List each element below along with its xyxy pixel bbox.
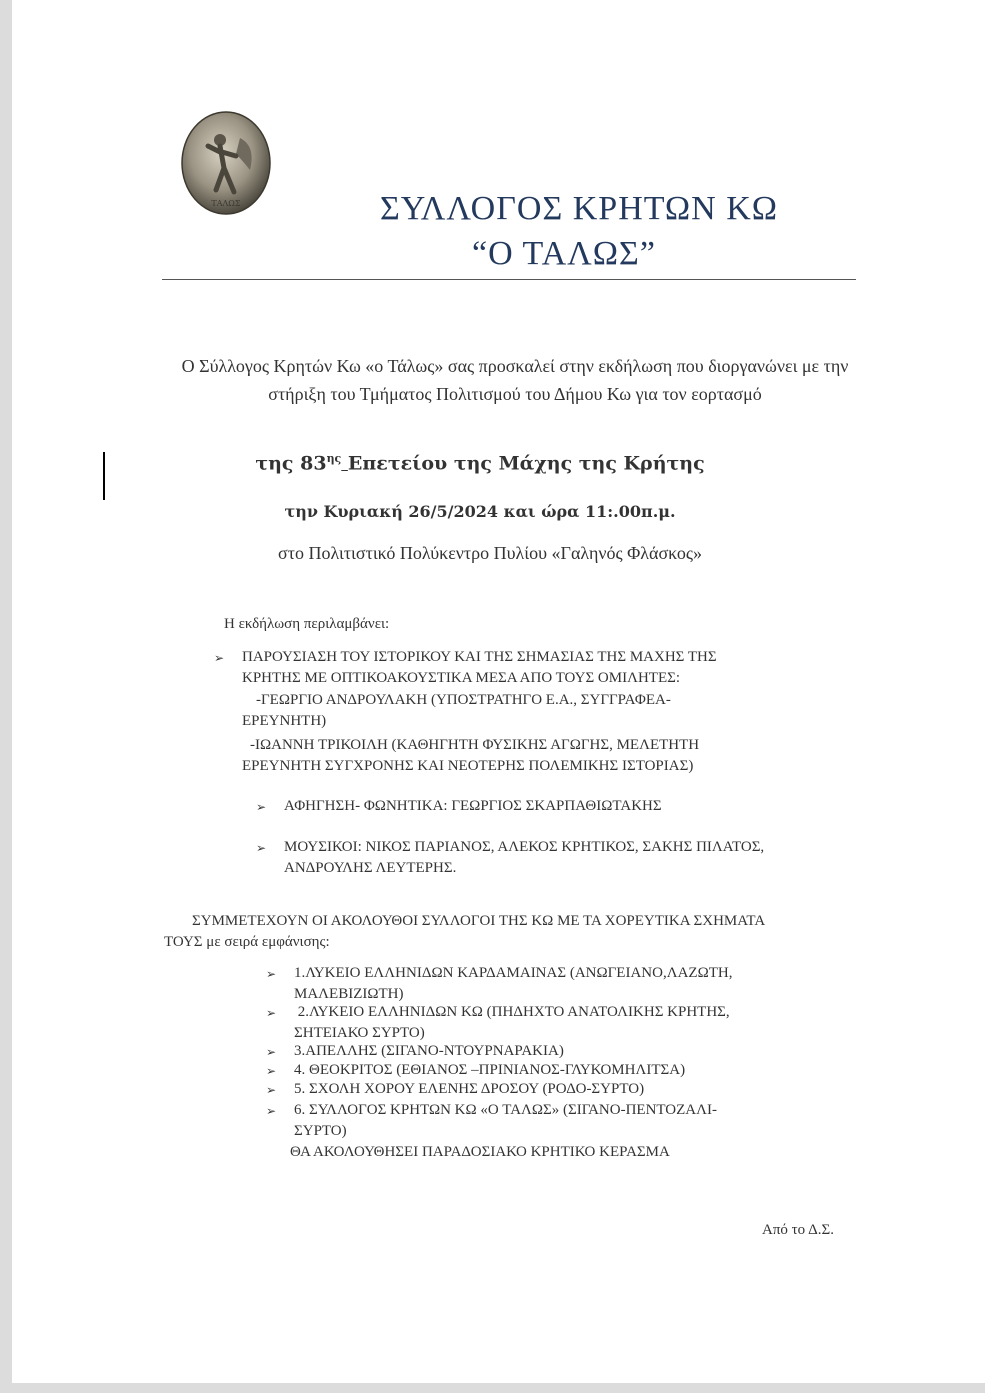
organization-name: ΣΥΛΛΟΓΟΣ ΚΡΗΤΩΝ ΚΩ bbox=[380, 190, 779, 227]
group-item bbox=[294, 1002, 814, 1044]
program-item-presentation bbox=[242, 647, 807, 689]
event-date-time: την Κυριακή 26/5/2024 και ώρα 11:.00π.μ. bbox=[284, 502, 676, 521]
group-4-line-1: 4. ΘΕΟΚΡΙΤΟΣ (ΕΘΙΑΝΟΣ –ΠΡΙΝΙΑΝΟΣ-ΓΛΥΚΟΜΗΛΙΤΣΑ) bbox=[294, 1062, 686, 1078]
headline-prefix: της 83 bbox=[255, 452, 327, 475]
coin-inscription: ΤΑΛΩΣ bbox=[211, 199, 241, 208]
program-item-narration: ΑΦΗΓΗΣΗ- ΦΩΝΗΤΙΚΑ: ΓΕΩΡΓΙΟΣ ΣΚΑΡΠΑΘΙΩΤΑΚΗΣ bbox=[284, 798, 662, 814]
bullet-arrow-icon: ➢ bbox=[266, 967, 277, 981]
presentation-line-1: ΠΑΡΟΥΣΙΑΣΗ ΤΟΥ ΙΣΤΟΡΙΚΟΥ ΚΑΙ ΤΗΣ ΣΗΜΑΣΙΑΣ ΤΗΣ ΜΑΧΗΣ ΤΗΣ bbox=[242, 649, 717, 665]
speaker-2-line-2: ΕΡΕΥΝΗΤΗ ΣΥΓΧΡΟΝΗΣ ΚΑΙ ΝΕΟΤΕΡΗΣ ΠΟΛΕΜΙΚΗΣ ΙΣΤΟΡΙΑΣ) bbox=[242, 758, 694, 774]
bullet-arrow-icon: ➢ bbox=[256, 841, 267, 855]
bullet-arrow-icon: ➢ bbox=[214, 651, 225, 665]
event-headline bbox=[100, 452, 860, 474]
speaker-1 bbox=[242, 690, 807, 732]
group-item bbox=[294, 1100, 814, 1142]
header-divider bbox=[162, 279, 856, 280]
bullet-arrow-icon: ➢ bbox=[266, 1006, 277, 1020]
group-item bbox=[294, 1079, 644, 1100]
invitation-intro: Ο Σύλλογος Κρητών Κω «ο Τάλως» σας προσκαλεί στην εκδήλωση που διοργανώνει με την στήριξη του Τμήματος Πολιτισμού του Δήμου Κω για τον εορτασμό bbox=[181, 356, 849, 404]
group-6-line-2: ΣΥΡΤΟ) bbox=[294, 1123, 347, 1139]
musicians-line-1: ΜΟΥΣΙΚΟΙ: ΝΙΚΟΣ ΠΑΡΙΑΝΟΣ, ΑΛΕΚΟΣ ΚΡΗΤΙΚΟΣ, ΣΑΚΗΣ ΠΙΛΑΤΟΣ, bbox=[284, 839, 765, 855]
group-3-line-1: 3.ΑΠΕΛΛΗΣ (ΣΙΓΑΝΟ-ΝΤΟΥΡΝΑΡΑΚΙΑ) bbox=[294, 1043, 564, 1059]
participants-intro-line-1: ΣΥΜΜΕΤΕΧΟΥΝ ΟΙ ΑΚΟΛΟΥΘΟΙ ΣΥΛΛΟΓΟΙ ΤΗΣ ΚΩ ΜΕ ΤΑ ΧΟΡΕΥΤΙΚΑ ΣΧΗΜΑΤΑ bbox=[192, 913, 766, 929]
headline-rest: Επετείου της Μάχης της Κρήτης bbox=[347, 452, 705, 475]
speaker-2 bbox=[242, 735, 807, 777]
speaker-1-line-2: ΕΡΕΥΝΗΤΗ) bbox=[242, 713, 327, 729]
speaker-1-line-1: -ΓΕΩΡΓΙΟ ΑΝΔΡΟΥΛΑΚΗ (ΥΠΟΣΤΡΑΤΗΓΟ Ε.Α., ΣΥΓΓΡΑΦΕΑ- bbox=[256, 692, 671, 708]
presentation-line-2: ΚΡΗΤΗΣ ΜΕ ΟΠΤΙΚΟΑΚΟΥΣΤΙΚΑ ΜΕΣΑ ΑΠΟ ΤΟΥΣ ΟΜΙΛΗΤΕΣ: bbox=[242, 670, 681, 686]
bullet-arrow-icon: ➢ bbox=[266, 1104, 277, 1118]
speaker-2-line-1: -ΙΩΑΝΝΗ ΤΡΙΚΟΙΛΗ (ΚΑΘΗΓΗΤΗ ΦΥΣΙΚΗΣ ΑΓΩΓΗΣ, ΜΕΛΕΤΗΤΗ bbox=[250, 737, 700, 753]
group-2-line-1: 2.ΛΥΚΕΙΟ ΕΛΛΗΝΙΔΩΝ ΚΩ (ΠΗΔΗΧΤΟ ΑΝΑΤΟΛΙΚΗΣ ΚΡΗΤΗΣ, bbox=[294, 1004, 730, 1020]
signature: Από το Δ.Σ. bbox=[762, 1222, 834, 1238]
participants-intro bbox=[164, 911, 854, 953]
bullet-arrow-icon: ➢ bbox=[266, 1083, 277, 1097]
group-item bbox=[294, 963, 814, 1005]
participants-intro-line-2: ΤΟΥΣ με σειρά εμφάνισης: bbox=[164, 934, 330, 950]
group-item bbox=[294, 1041, 564, 1062]
headline-superscript: ης bbox=[326, 452, 342, 465]
refreshments-note: ΘΑ ΑΚΟΛΟΥΘΗΣΕΙ ΠΑΡΑΔΟΣΙΑΚΟ ΚΡΗΤΙΚΟ ΚΕΡΑΣΜΑ bbox=[290, 1144, 670, 1160]
group-5-line-1: 5. ΣΧΟΛΗ ΧΟΡΟΥ ΕΛΕΝΗΣ ΔΡΟΣΟΥ (ΡΟΔΟ-ΣΥΡΤΟ) bbox=[294, 1081, 645, 1097]
bullet-arrow-icon: ➢ bbox=[256, 800, 267, 814]
talos-coin-image bbox=[180, 110, 272, 216]
bullet-arrow-icon: ➢ bbox=[266, 1045, 277, 1059]
event-venue: στο Πολιτιστικό Πολύκεντρο Πυλίου «Γαληνός Φλάσκος» bbox=[278, 543, 702, 563]
program-label: Η εκδήλωση περιλαμβάνει: bbox=[224, 616, 390, 632]
musicians-line-2: ΑΝΔΡΟΥΛΗΣ ΛΕΥΤΕΡΗΣ. bbox=[284, 860, 457, 876]
bullet-arrow-icon: ➢ bbox=[266, 1064, 277, 1078]
group-item bbox=[294, 1060, 685, 1081]
program-item-musicians bbox=[284, 837, 844, 879]
group-6-line-1: 6. ΣΥΛΛΟΓΟΣ ΚΡΗΤΩΝ ΚΩ «Ο ΤΑΛΩΣ» (ΣΙΓΑΝΟ-ΠΕΝΤΟΖΑΛΙ- bbox=[294, 1102, 718, 1118]
group-1-line-2: ΜΑΛΕΒΙΖΙΩΤΗ) bbox=[294, 986, 404, 1002]
organization-subtitle: “Ο ΤΑΛΩΣ” bbox=[472, 235, 656, 272]
group-2-line-2: ΣΗΤΕΙΑΚΟ ΣΥΡΤΟ) bbox=[294, 1025, 425, 1041]
group-1-line-1: 1.ΛΥΚΕΙΟ ΕΛΛΗΝΙΔΩΝ ΚΑΡΔΑΜΑΙΝΑΣ (ΑΝΩΓΕΙΑΝΟ,ΛΑΖΩΤΗ, bbox=[294, 965, 733, 981]
